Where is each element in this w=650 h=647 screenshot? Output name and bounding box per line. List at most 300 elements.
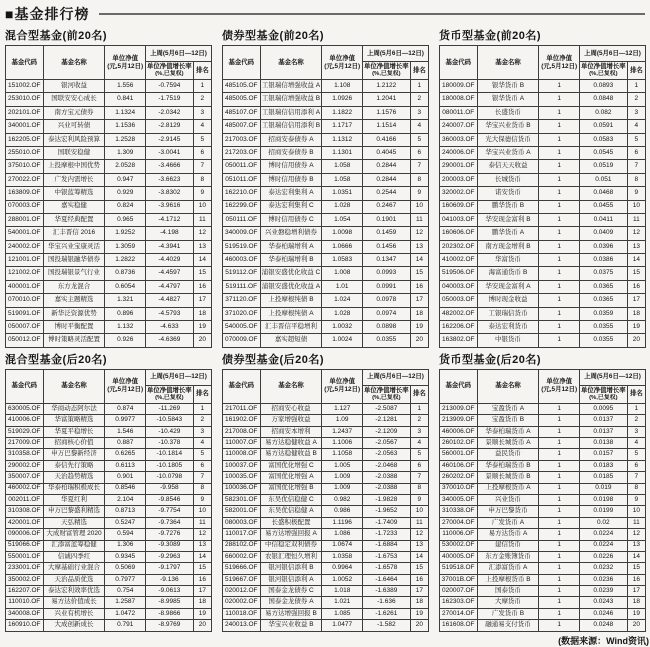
growth-header-line2: (%,已复权) [155,70,184,77]
rank-cell: 20 [193,334,211,347]
table-row [6,586,212,597]
fund-code-cell: 110007.OF [223,437,261,448]
col-header-name: 基金名称 [477,369,539,403]
fund-table [222,369,429,632]
table-row [440,133,646,146]
section-title: 债券型基金(后20名) [222,353,325,366]
nav-cell: 1.021 [322,597,363,608]
fund-name-cell: 大摩基础行业混合 [43,563,105,574]
fund-code-cell: 460006.OF [440,426,478,437]
table-row [6,483,212,494]
table-row [6,80,212,93]
growth-header-line1: 单位净值增长率 [146,386,192,394]
fund-code-cell: 180008.OF [440,93,478,106]
fund-code-cell: 410002.OF [440,254,478,267]
fund-code-cell: 041003.OF [440,213,478,226]
col-header-week: 上周(5月6日—12日) [580,369,646,385]
growth-cell: 0.0991 [363,280,411,293]
growth-cell: -1.6753 [363,551,411,562]
nav-cell: 1 [539,483,580,494]
growth-cell: 0.0183 [580,460,628,471]
rank-cell: 12 [193,227,211,240]
growth-cell: 0.1347 [363,254,411,267]
rank-cell: 3 [193,426,211,437]
fund-name-cell: 宝盈货币 A [477,403,539,414]
fund-code-cell: 288001.OF [6,213,44,226]
table-row [223,449,429,460]
rank-cell: 15 [193,267,211,280]
fund-name-cell: 海富通货币 B [477,267,539,280]
table-holder [222,45,433,348]
rank-cell: 10 [410,506,428,517]
rank-cell: 14 [627,254,645,267]
table-holder [439,45,650,348]
growth-cell: 0.0519 [580,160,628,173]
fund-code-cell: 310358.OF [6,449,44,460]
fund-name-cell: 长盛货币 [477,106,539,119]
table-row [223,472,429,483]
growth-cell: -10.1814 [146,449,194,460]
growth-cell: 0.0365 [580,294,628,307]
rank-cell: 5 [627,133,645,146]
table-row [6,437,212,448]
fund-name-cell: 华夏经典配置 [43,213,105,226]
nav-cell: 1.306 [105,540,146,551]
fund-name-cell: 万家增强收益 [260,415,322,426]
growth-header-line2: (%,已复权) [155,394,184,401]
growth-cell: -4.4597 [146,267,194,280]
growth-cell: -1.6578 [363,563,411,574]
fund-name-cell: 信诚四季红 [43,551,105,562]
growth-cell: -2.0563 [363,449,411,460]
table-row [223,597,429,608]
rank-cell: 1 [193,403,211,414]
nav-cell: 0.7977 [105,574,146,585]
growth-cell: -2.0342 [146,106,194,119]
growth-cell: -4.4797 [146,280,194,293]
fund-code-cell: 217009.OF [6,437,44,448]
rank-cell: 6 [627,146,645,159]
fund-name-cell: 博时策略灵活配置 [43,334,105,347]
table-row [440,213,646,226]
fund-name-cell: 中银蓝筹精选 [43,187,105,200]
rank-cell: 8 [410,483,428,494]
table-row [6,321,212,334]
fund-name-cell: 国投瑞银景气行业 [43,267,105,280]
nav-cell: 0.8546 [105,483,146,494]
nav-header-line1: 单位净值 [329,54,355,62]
table-row [440,80,646,93]
fund-code-cell: 260202.OF [440,472,478,483]
table-row [440,160,646,173]
fund-code-cell: 400001.OF [6,280,44,293]
table-row [6,93,212,106]
fund-code-cell: 162210.OF [223,187,261,200]
rank-cell: 16 [410,280,428,293]
rank-cell: 10 [410,200,428,213]
table-row [440,334,646,347]
growth-cell: 0.0375 [580,267,628,280]
growth-cell: 0.0468 [580,187,628,200]
table-row [223,173,429,186]
rank-cell: 9 [193,187,211,200]
col-header-growth [580,62,628,80]
nav-cell: 0.887 [105,437,146,448]
col-header-name: 基金名称 [477,46,539,80]
growth-cell: 0.0355 [580,321,628,334]
growth-cell: -1.7519 [146,93,194,106]
growth-header-line2: (%,已复权) [372,394,401,401]
growth-cell: 1.1514 [363,120,411,133]
growth-cell: 0.0137 [580,426,628,437]
rank-cell: 6 [627,460,645,471]
fund-name-cell: 上投摩根纯债 A [260,307,322,320]
table-row [440,586,646,597]
rank-cell: 13 [193,240,211,253]
nav-cell: 1 [539,321,580,334]
nav-cell: 1 [539,586,580,597]
fund-code-cell: 240006.OF [440,146,478,159]
rank-cell: 19 [193,321,211,334]
rank-cell: 12 [627,227,645,240]
fund-name-cell: 易方达增强回报 A [260,529,322,540]
growth-header-line2: (%,已复权) [589,394,618,401]
fund-name-cell: 长城货币 [477,173,539,186]
fund-code-cell: 519066.OF [6,540,44,551]
fund-code-cell: 050007.OF [6,321,44,334]
col-header-nav [322,369,363,403]
header-row-1 [6,369,212,385]
table-row [223,254,429,267]
fund-code-cell: 217203.OF [223,146,261,159]
growth-cell: -10.429 [146,426,194,437]
column-bond-funds [222,24,433,647]
table-row [223,321,429,334]
fund-code-cell: 360003.OF [440,133,478,146]
col-header-growth [363,62,411,80]
growth-cell: -3.8302 [146,187,194,200]
rank-cell: 7 [410,472,428,483]
nav-cell: 1.3059 [105,240,146,253]
growth-header-line1: 单位净值增长率 [580,62,626,70]
growth-cell: 0.0893 [580,80,628,93]
nav-cell: 1.008 [322,267,363,280]
rank-cell: 4 [410,437,428,448]
table-row [440,146,646,159]
fund-table [5,369,212,632]
fund-code-cell: 050003.OF [440,294,478,307]
fund-name-cell: 泰信天天收益 [477,160,539,173]
table-row [6,415,212,426]
fund-code-cell: 070009.OF [223,334,261,347]
fund-name-cell: 招商安泰债券 B [260,146,322,159]
fund-name-cell: 博时信用债券 B [260,173,322,186]
table-row [440,608,646,619]
header-row-1 [223,46,429,62]
nav-cell: 0.926 [105,334,146,347]
rank-cell: 19 [627,608,645,619]
col-header-growth [580,385,628,403]
fund-name-cell: 华商动态阿尔法 [43,403,105,414]
fund-code-cell: 460106.OF [440,460,478,471]
table-row [223,403,429,414]
table-row [223,586,429,597]
rank-cell: 16 [410,574,428,585]
nav-cell: 1.1301 [322,146,363,159]
table-row [6,160,212,173]
col-header-growth [146,62,194,80]
table-row [440,529,646,540]
fund-code-cell: 217003.OF [223,133,261,146]
fund-code-cell: 519519.OF [223,240,261,253]
nav-cell: 0.9977 [105,415,146,426]
rank-cell: 18 [193,597,211,608]
rank-cell: 14 [410,254,428,267]
fund-name-cell: 泰信先行策略 [43,460,105,471]
growth-cell: -1.7233 [363,529,411,540]
rank-cell: 7 [193,472,211,483]
col-header-rank: 排名 [193,62,211,80]
rank-cell: 7 [410,160,428,173]
rank-cell: 16 [627,574,645,585]
nav-cell: 0.874 [105,403,146,414]
table-row [6,173,212,186]
nav-cell: 1.054 [322,213,363,226]
growth-cell: -1.9828 [363,494,411,505]
nav-cell: 1 [539,574,580,585]
nav-cell: 0.754 [105,586,146,597]
nav-cell: 0.901 [105,472,146,483]
table-row [6,426,212,437]
rank-cell: 1 [627,80,645,93]
nav-cell: 1.005 [322,460,363,471]
nav-cell: 1.0926 [322,93,363,106]
col-header-nav [105,46,146,80]
growth-cell: -9.958 [146,483,194,494]
table-row [440,540,646,551]
rank-cell: 12 [410,227,428,240]
nav-cell: 1 [539,437,580,448]
growth-header-line1: 单位净值增长率 [363,62,409,70]
fund-name-cell: 上投摩根中国优势 [43,160,105,173]
rank-cell: 6 [410,146,428,159]
growth-cell: -9.1797 [146,563,194,574]
rank-cell: 5 [627,449,645,460]
nav-cell: 0.982 [322,494,363,505]
table-row [6,334,212,347]
header-row-1 [223,369,429,385]
growth-cell: 0.0246 [580,608,628,619]
rank-cell: 7 [193,160,211,173]
nav-cell: 1.546 [105,426,146,437]
nav-cell: 1.009 [322,483,363,494]
nav-cell: 1.028 [322,200,363,213]
fund-code-cell: 121002.OF [6,267,44,280]
nav-cell: 1 [539,620,580,631]
nav-cell: 1 [539,254,580,267]
fund-name-cell: 华宝兴业宝康灵活 [43,240,105,253]
rank-cell: 18 [627,307,645,320]
rank-cell: 20 [193,620,211,631]
growth-cell: 0.0137 [580,415,628,426]
fund-name-cell: 天治品质优选 [43,574,105,585]
table-row [223,517,429,528]
nav-cell: 1 [539,106,580,119]
growth-cell: -9.7276 [146,529,194,540]
growth-cell: -0.7594 [146,80,194,93]
nav-cell: 1 [539,160,580,173]
nav-cell: 1.0358 [322,551,363,562]
table-row [6,460,212,471]
rank-cell: 8 [627,173,645,186]
nav-cell: 1.0052 [322,574,363,585]
table-row [440,106,646,119]
fund-name-cell: 泰达宏利效率优选 [43,586,105,597]
table-row [6,472,212,483]
fund-code-cell: 270004.OF [440,517,478,528]
rank-cell: 11 [410,213,428,226]
nav-cell: 0.9345 [105,551,146,562]
nav-cell: 1.127 [322,403,363,414]
growth-cell: -4.1712 [146,213,194,226]
fund-code-cell: 162303.OF [440,597,478,608]
rank-cell: 9 [193,494,211,505]
growth-header-line1: 单位净值增长率 [146,62,192,70]
fund-name-cell: 兴业磐稳增利债券 [260,227,322,240]
rank-cell: 13 [410,540,428,551]
fund-name-cell: 国投瑞银融华债券 [43,254,105,267]
nav-cell: 1.2437 [322,426,363,437]
title-rule [99,13,645,15]
growth-cell: -1.6884 [363,540,411,551]
header-row-1 [6,46,212,62]
fund-name-cell: 泰达宏利风险预算 [43,133,105,146]
table-row [440,426,646,437]
fund-code-cell: 550001.OF [6,551,44,562]
growth-cell: 0.0359 [580,307,628,320]
fund-name-cell: 华泰柏瑞积极成长 [43,483,105,494]
growth-cell: 0.0583 [580,133,628,146]
fund-code-cell: 020007.OF [440,586,478,597]
col-header-code: 基金代码 [223,369,261,403]
table-row [440,280,646,293]
fund-code-cell: 180009.OF [440,80,478,93]
table-row [223,200,429,213]
growth-cell: 0.0236 [580,574,628,585]
nav-cell: 0.947 [105,173,146,186]
fund-code-cell: 420001.OF [6,517,44,528]
table-row [6,187,212,200]
table-row [6,267,212,280]
fund-code-cell: 161902.OF [223,415,261,426]
fund-name-cell: 华夏红利 [43,494,105,505]
header-row-1 [440,369,646,385]
section-title: 混合型基金(后20名) [5,353,108,366]
table-row [223,227,429,240]
fund-code-cell: 270014.OF [440,608,478,619]
growth-cell: 0.0157 [580,449,628,460]
rank-cell: 8 [193,173,211,186]
nav-cell: 1.028 [322,307,363,320]
fund-code-cell: 163809.OF [6,187,44,200]
fund-name-cell: 富国优化增强 B [260,483,322,494]
nav-cell: 1.0477 [322,620,363,631]
nav-cell: 1.321 [105,294,146,307]
nav-cell: 1 [539,494,580,505]
rank-cell: 2 [410,415,428,426]
fund-code-cell: 290002.OF [6,460,44,471]
fund-name-cell: 大成创新成长 [43,620,105,631]
rank-cell: 13 [410,240,428,253]
col-header-name: 基金名称 [260,46,322,80]
growth-cell: -9.7754 [146,506,194,517]
fund-code-cell: 050012.OF [6,334,44,347]
rank-cell: 2 [627,415,645,426]
nav-cell: 0.8736 [105,267,146,280]
rank-cell: 15 [193,563,211,574]
fund-code-cell: 100037.OF [223,460,261,471]
fund-code-cell: 151002.OF [6,80,44,93]
growth-cell: -9.3089 [146,540,194,551]
nav-cell: 1.0583 [322,254,363,267]
fund-name-cell: 农银汇理恒久增利 [260,551,322,562]
table-row [223,240,429,253]
fund-name-cell: 大成财富管理 2020 [43,529,105,540]
fund-name-cell: 工银瑞信增强收益 B [260,93,322,106]
nav-cell: 0.9964 [322,563,363,574]
rank-cell: 10 [627,200,645,213]
fund-code-cell: 519666.OF [223,563,261,574]
table-row [440,403,646,414]
table-row [440,449,646,460]
fund-code-cell: 213909.OF [440,415,478,426]
growth-cell: -4.3941 [146,240,194,253]
rank-cell: 19 [627,321,645,334]
fund-code-cell: 270022.OF [6,173,44,186]
growth-cell: -2.1281 [363,415,411,426]
rank-cell: 4 [193,120,211,133]
fund-name-cell: 华富策略精选 [43,415,105,426]
rank-cell: 16 [627,280,645,293]
growth-cell: -4.4029 [146,254,194,267]
nav-cell: 0.986 [322,506,363,517]
rank-cell: 9 [627,187,645,200]
fund-code-cell: 375010.OF [6,160,44,173]
growth-cell: -2.0567 [363,437,411,448]
fund-code-cell: 160609.OF [440,200,478,213]
fund-name-cell: 广发货币 B [477,608,539,619]
nav-cell: 1 [539,80,580,93]
fund-table [439,45,646,348]
growth-cell: 0.0591 [580,120,628,133]
nav-cell: 0.6113 [105,460,146,471]
table-row [223,540,429,551]
fund-name-cell: 融通易支付货币 [477,620,539,631]
table-holder [5,369,216,632]
fund-name-cell: 嘉实主题精选 [43,294,105,307]
fund-code-cell: 070003.OF [6,200,44,213]
table-head [6,369,212,403]
growth-cell: -9.8546 [146,494,194,505]
nav-cell: 1.0674 [322,540,363,551]
table-row [6,133,212,146]
fund-code-cell: 340009.OF [223,227,261,240]
fund-code-cell: 288102.OF [223,540,261,551]
nav-cell: 1.108 [322,80,363,93]
table-row [6,403,212,414]
fund-code-cell: 460003.OF [223,254,261,267]
nav-cell: 1 [539,517,580,528]
